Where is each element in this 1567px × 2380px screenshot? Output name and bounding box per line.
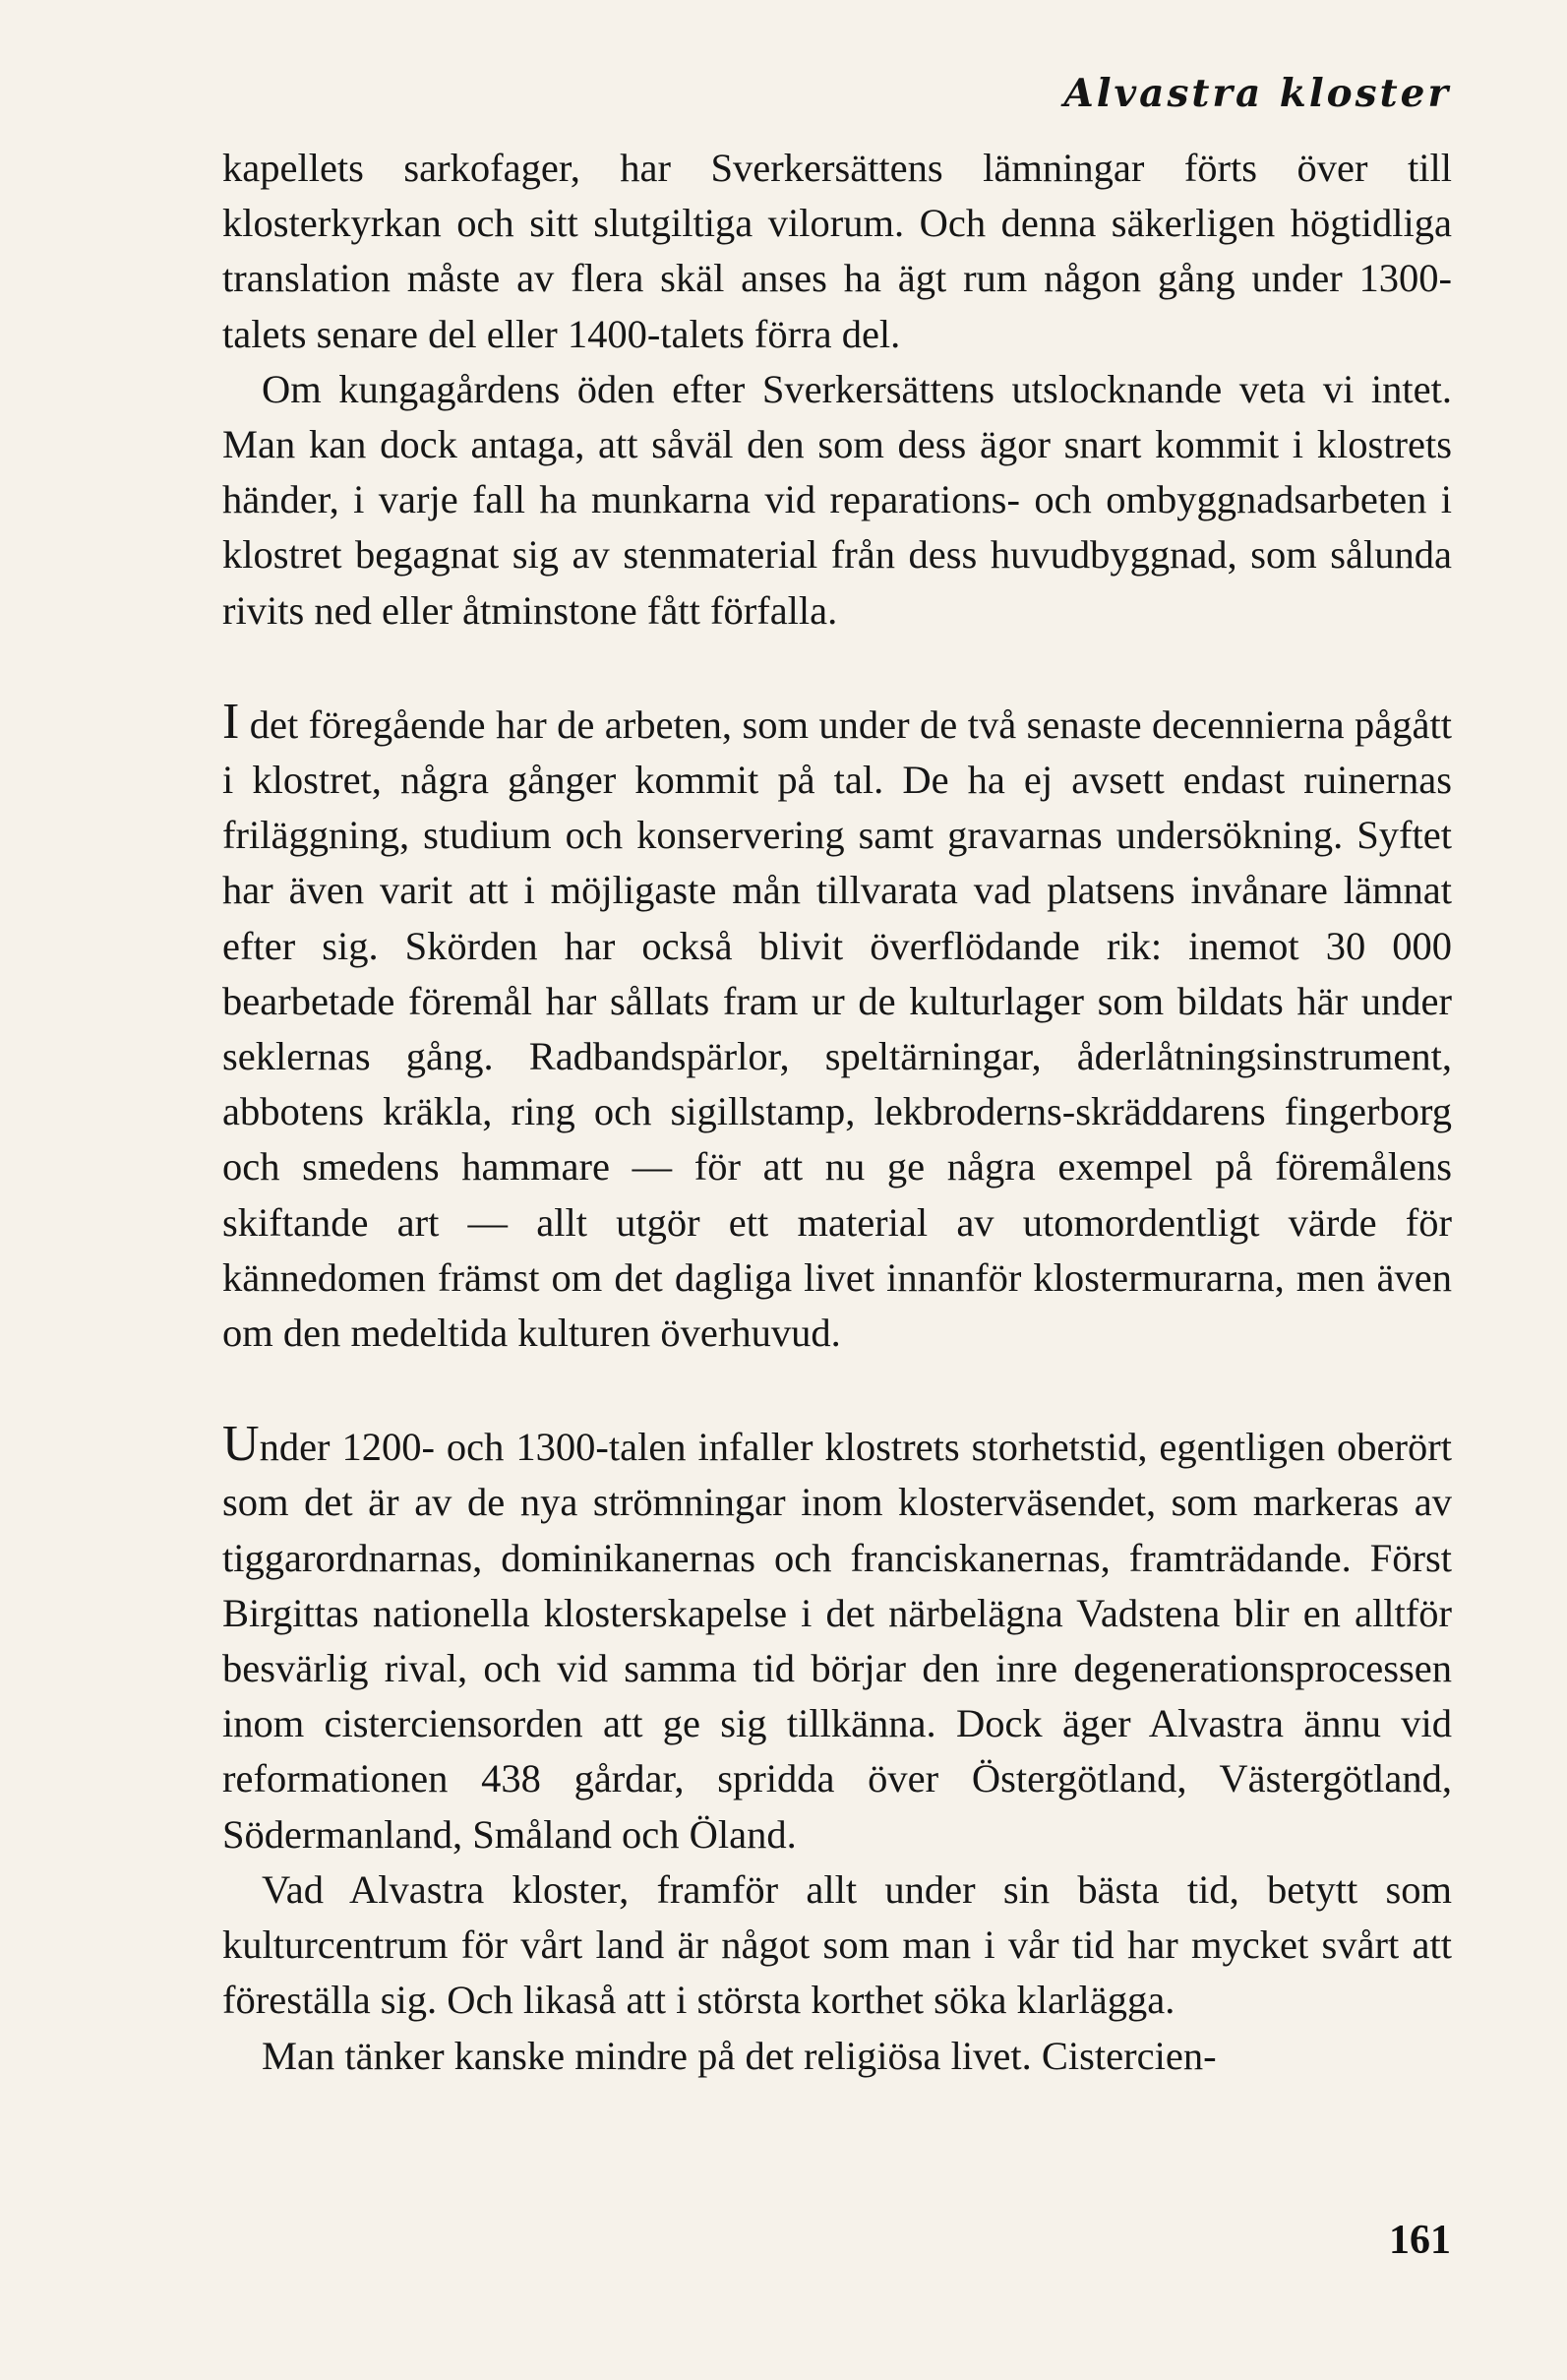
section-break bbox=[222, 1361, 1452, 1420]
paragraph-kulturcentrum: Vad Alvastra kloster, framför allt under sin bästa tid, betytt som kulturcentrum för vårt land är något som man i vår tid har mycket svårt att föreställa sig. Och likaså att i största korthet söka klarlägga. bbox=[222, 1866, 1452, 2023]
initial-letter: I bbox=[222, 693, 240, 750]
body-text bbox=[222, 141, 1452, 2084]
paragraph-storhetstid bbox=[222, 1416, 1452, 1862]
initial-letter: U bbox=[222, 1416, 260, 1473]
paragraph-arbeten-text: det föregående har de arbeten, som under de två senaste decennierna pågått i klostret, några gånger kommit på tal. De ha ej avsett endast ruinernas friläggning, studium och konservering samt gravarnas undersökning. Syftet har även varit att i möjligaste mån tillvarata vad platsens invånare lämnat efter sig. Skörden har också blivit överflödande rik: inemot 30 000 bearbetade föremål har sållats fram ur de kulturlager som bildats här under seklernas gång. Radbandspärlor, speltärningar, åderlåtningsinstrument, abbotens kräkla, ring och sigillstamp, lekbroderns-skräddarens fingerborg och smedens hammare — för att nu ge några exempel på föremålens skiftande art — allt utgör ett material av utomordentligt värde för kännedomen främst om det dagliga livet innanför klostermurarna, men även om den medeltida kulturen överhuvud. bbox=[222, 702, 1452, 1356]
paragraph-storhetstid-text: nder 1200- och 1300-talen infaller klostrets storhetstid, egentligen oberört som det är av de nya strömningar inom klosterväsendet, som markeras av tiggarordnarnas, dominikanernas och franciskanernas, framträdande. Först Birgittas nationella klosterskapelse i det närbelägna Vadstena blir en alltför besvärlig rival, och vid samma tid börjar den inre degenerationsprocessen inom cisterciensorden att ge sig tillkänna. Dock äger Alvastra ännu vid reformationen 438 gårdar, spridda över Östergötland, Västergötland, Södermanland, Småland och Öland. bbox=[222, 1425, 1452, 1857]
page-number: 161 bbox=[1389, 2218, 1451, 2263]
paragraph-arbeten bbox=[222, 693, 1452, 1361]
section-break bbox=[222, 639, 1452, 698]
running-head: Alvastra kloster bbox=[1063, 71, 1451, 116]
paragraph-continuation: kapellets sarkofager, har Sverkersättens lämningar förts över till klosterkyrkan och sitt slutgiltiga vilorum. Och denna säkerligen högtidliga translation måste av flera skäl anses ha ägt rum någon gång under 1300-talets senare del eller 1400-talets förra del. bbox=[222, 146, 1452, 356]
paragraph-kungagarden: Om kungagårdens öden efter Sverkersättens utslocknande veta vi intet. Man kan dock antaga, att såväl den som dess ägor snart kommit i klostrets händer, i varje fall ha munkarna vid reparations- och ombyggnadsarbeten i klostret begagnat sig av stenmaterial från dess huvudbyggnad, som sålunda rivits ned eller åtminstone fått förfalla. bbox=[222, 366, 1452, 633]
paragraph-religiosa-livet: Man tänker kanske mindre på det religiösa livet. Cistercien- bbox=[262, 2033, 1217, 2078]
